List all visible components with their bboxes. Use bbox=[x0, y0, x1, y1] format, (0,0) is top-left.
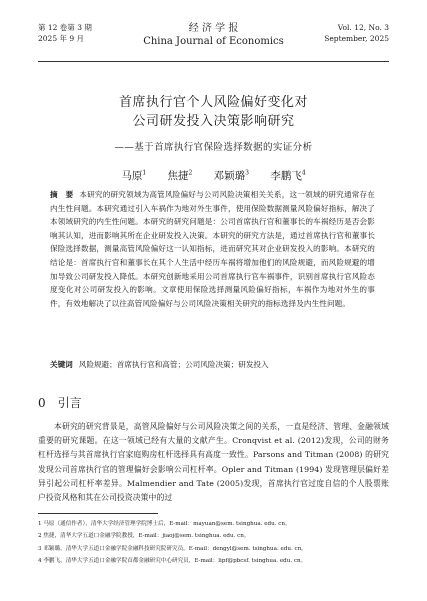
keywords-label: 关键词 bbox=[50, 360, 73, 369]
abstract bbox=[50, 188, 375, 310]
keywords bbox=[50, 359, 375, 371]
paper-title bbox=[0, 93, 427, 131]
author-mark: 1 bbox=[142, 169, 147, 177]
footnote: 3 邓颖璐，清华大学五道口金融学院金融科技研究院研究员，E-mail：dengyl@sem. tsinghua. edu. cn。 bbox=[38, 545, 307, 552]
volume-cn: 第 12 卷第 3 期 bbox=[38, 23, 92, 32]
journal-title-en: China Journal of Economics bbox=[143, 36, 284, 47]
paper-subtitle: ——基于首席执行官保险选择数据的实证分析 bbox=[114, 142, 313, 153]
abstract-label: 摘 要 bbox=[50, 190, 74, 199]
journal-title-cn: 经 济 学 报 bbox=[188, 23, 239, 34]
author-mark: 2 bbox=[188, 169, 193, 177]
date-cn: 2025 年 9 月 bbox=[38, 34, 85, 43]
keywords-text: 风险规避；首席执行官和高管；公司风险决策；研发投入 bbox=[78, 360, 269, 369]
body-paragraph: 本研究的研究背景是，高管风险偏好与公司风险决策之间的关系，一直是经济、管理、金融领域重要的研究课题。在这一领域已经有大量的文献产生。Cronqvist et al. (2012)发现，公司的财务杠杆选择与其首席执行官家庭购房杠杆选择具有高度一致性。Parsons and Titman (2008) 的研究发现公司首席执行官的管理偏好会影响公司杠杆率。Opler and Titman (1994) 发现管理层偏好差异引起公司杠杆率差异。Malmendier and Tate (2005)发现，首席执行官过度自信的个人股票账户投资风格和其在公司投资决策中的过 bbox=[38, 422, 389, 503]
running-header bbox=[38, 22, 389, 56]
header-right bbox=[324, 22, 389, 44]
footnote: 1 马原（通信作者），清华大学经济管理学院博士后，E-mail：mayuan@sem. tsinghua. edu. cn。 bbox=[38, 521, 291, 527]
footnote: 2 焦捷，清华大学五道口金融学院教授，E-mail：jiaoj@sem. tsinghua. edu. cn。 bbox=[38, 533, 250, 540]
header-rule bbox=[38, 61, 389, 62]
author bbox=[121, 170, 146, 182]
footnote: 4 李鹏飞，清华大学五道口金融学院首都金融研究中心研究员，E-mail：lipf@pbcsf. tsinghua. edu. cn。 bbox=[38, 557, 307, 564]
author-name: 邓颖璐 bbox=[213, 170, 246, 182]
section-title: 引言 bbox=[57, 396, 82, 410]
author-name: 李鹏飞 bbox=[270, 170, 302, 182]
author bbox=[168, 170, 193, 182]
volume-en: Vol. 12, No. 3 bbox=[337, 23, 389, 32]
author-name: 焦捷 bbox=[167, 170, 189, 182]
author-mark: 4 bbox=[301, 169, 306, 177]
author-name: 马原 bbox=[121, 170, 143, 182]
section-heading bbox=[38, 394, 82, 411]
section-number: 0 bbox=[38, 396, 46, 410]
abstract-text: 本研究的研究领域为高管风险偏好与公司风险决策相关关系，这一领域的研究通常存在内生性问题。本研究通过引入车祸作为地对外生事件，使用保险数据测量风险偏好指标，解决了本领域研究的内生性问题。本研究的研究问题是：公司首席执行官和董事长的车祸经历是否会影响其认知，进而影响其所在企业研发投入决策。本研究的研究方法是，通过首席执行官和董事长保险选择数据，测量高管风险偏好这一认知指标，进而研究其对企业研发投入的影响。本研究的结论是：首席执行官和董事长在其个人生活中经历车祸将增加他们的风险规避，而风险规避的增加导致公司研发投入降低。本研究创新地采用公司首席执行官车祸事件，识别首席执行官风险态度变化对公司研发投入的影响。文章使用保险选择测量风险偏好指标，车祸作为地对外生的事件，有效地解决了以往高管风险偏好与公司风险决策相关研究的指标选择及内生性问题。 bbox=[50, 190, 375, 308]
author-mark: 3 bbox=[245, 169, 249, 177]
author-list bbox=[0, 168, 427, 183]
title-line-2: 公司研发投入决策影响研究 bbox=[132, 114, 295, 129]
author bbox=[214, 170, 249, 182]
author bbox=[270, 170, 305, 182]
footnotes bbox=[38, 518, 389, 567]
title-line-1: 首席执行官个人风险偏好变化对 bbox=[118, 95, 308, 110]
footnote-rule bbox=[38, 513, 158, 514]
date-en: September, 2025 bbox=[324, 34, 389, 43]
